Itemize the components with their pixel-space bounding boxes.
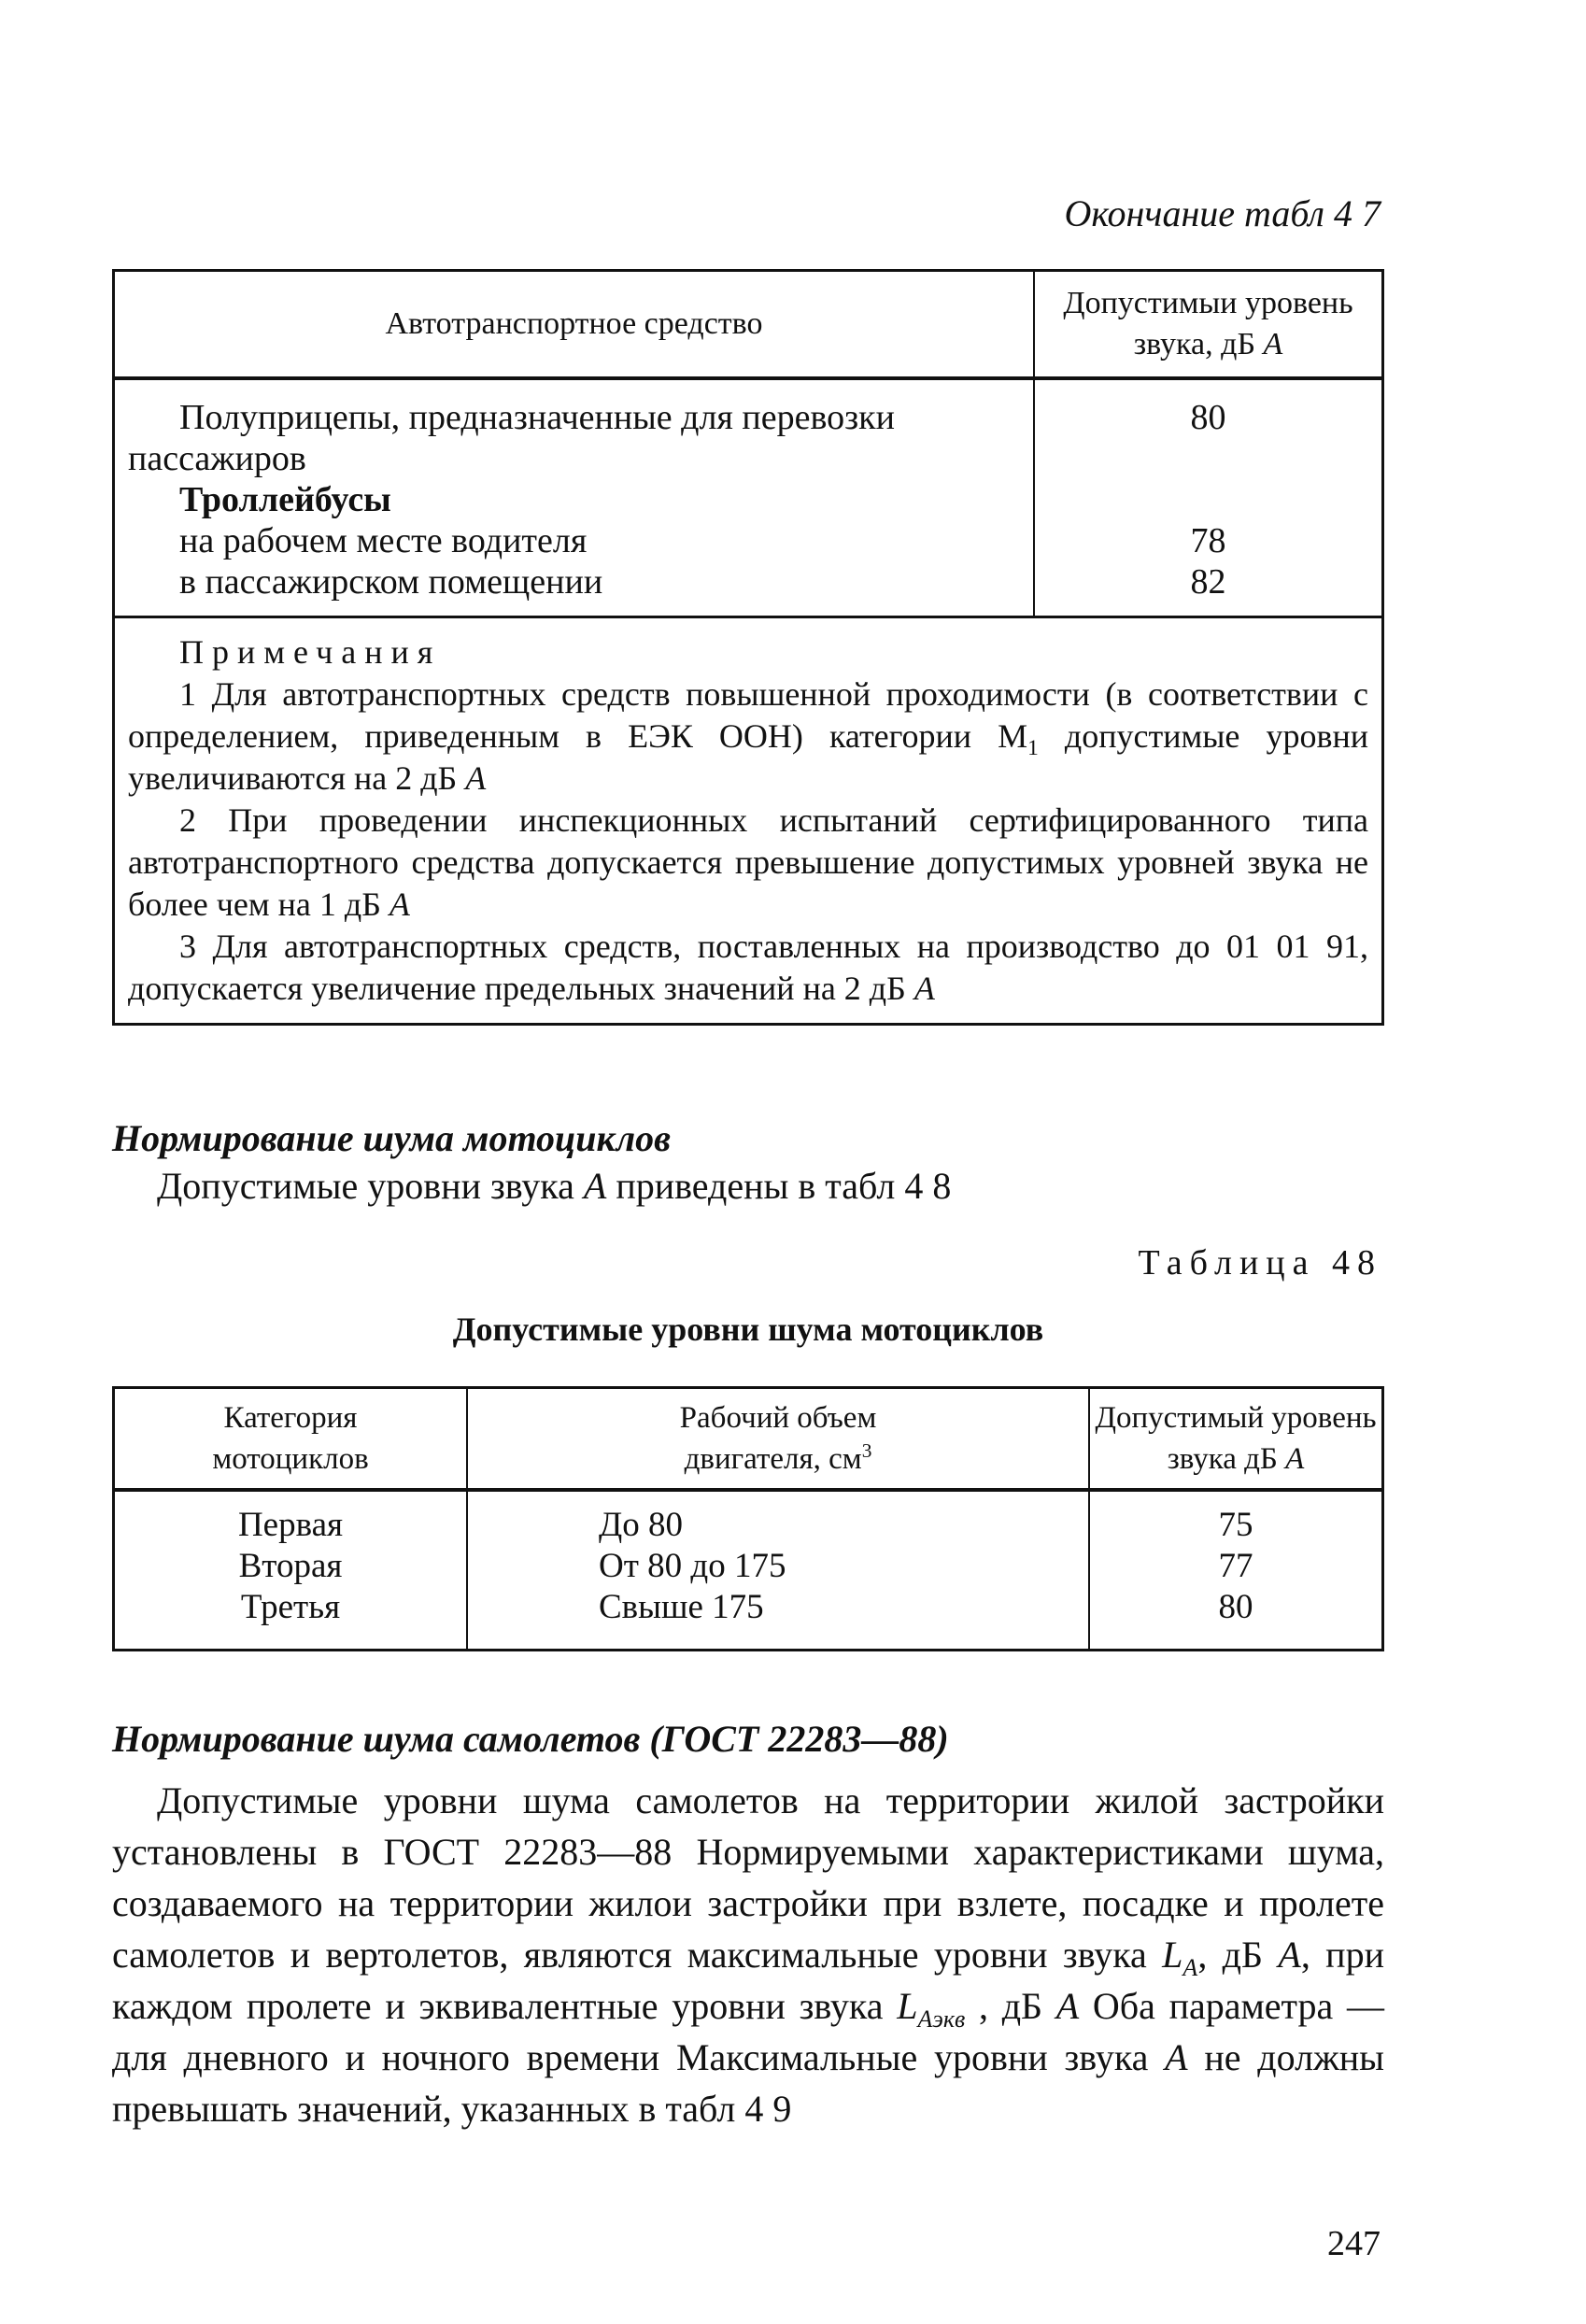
note-1: 1 Для автотранспортных средств повышенной проходимости (в соответствии с определением, приведенным в ЕЭК ООН) категории $М_1$ допустимые уровни увеличиваются на 2 дБ А <box>128 675 1368 797</box>
paragraph-motorcycle: Допустимые уровни звука А приведены в табл 4 8 <box>157 1165 952 1207</box>
table-row: Третья <box>240 1588 341 1626</box>
vehicle-cell: Полуприцепы, предназначенные для перевозки пассажиров Троллейбусы на рабочем месте водителя в пассажирском помещении <box>114 378 1035 617</box>
header-engine-volume: Рабочий объем двигателя, $см^3$ <box>467 1388 1089 1491</box>
table-4-8 <box>112 1386 1384 1651</box>
row-trolleybuses: Троллейбусы <box>179 480 391 519</box>
row-driver-seat: на рабочем месте водителя <box>179 521 588 560</box>
page-number: 247 <box>1327 2224 1381 2263</box>
paragraph-aircraft: Допустимые уровни шума самолетов на территории жилой застройки установлены в ГОСТ 22283—88 Нормируемыми характеристиками шума, создаваемого на территории жилои застройки при взлете, посадке и пролете самолетов и вертолетов, являются максимальные уровни звука $L_A$, дБ А, при каждом пролете и эквивалентные уровни звука $L_{Aэкв}$ , дБ А Оба параметра — для дневного и ночного времени Максимальные уровни звука А не должны превышать значений, указанных в табл 4 9 <box>112 1779 1384 2130</box>
note-3: 3 Для автотранспортных средств, поставленных на производство до 01 01 91, допускается увеличение предельных значений на 2 дБ А <box>128 928 1368 1007</box>
notes-heading: Примечания <box>179 633 442 671</box>
header-sound-level: Допустимыи уровень звука, дБ А <box>1034 271 1383 379</box>
note-2: 2 При проведении инспекционных испытаний сертифицированного типа автотранспортного средства допускается превышение допустимых уровней звука не более чем на 1 дБ А <box>128 801 1368 923</box>
table-title: Допустимые уровни шума мотоциклов <box>452 1311 1044 1348</box>
header-vehicle: Автотранспортное средство <box>114 271 1035 379</box>
table-4-7-continuation <box>112 269 1384 1026</box>
table-row: Вторая <box>238 1547 343 1585</box>
row-semitrailers: Полуприцепы, предназначенные для перевозки <box>179 398 895 437</box>
header-category: Категория мотоциклов <box>114 1388 468 1491</box>
value-cell: 80 78 82 <box>1034 378 1383 617</box>
volume-column: До 80 От 80 до 175 Свыше 175 <box>467 1490 1089 1651</box>
heading-aircraft-noise: Нормирование шума самолетов (ГОСТ 22283—88) <box>112 1718 949 1760</box>
header-permissible-level: Допустимый уровень звука дБ А <box>1089 1388 1383 1491</box>
continuation-caption: Окончание табл 4 7 <box>1064 192 1381 234</box>
table-number: Таблица 48 <box>1138 1243 1382 1282</box>
notes-cell <box>114 617 1383 1025</box>
level-column: 75 77 80 <box>1089 1490 1383 1651</box>
heading-motorcycle-noise: Нормирование шума мотоциклов <box>112 1117 672 1159</box>
category-column <box>114 1490 468 1651</box>
row-passenger-area: в пассажирском помещении <box>179 562 603 602</box>
table-row: Первая <box>237 1506 344 1544</box>
